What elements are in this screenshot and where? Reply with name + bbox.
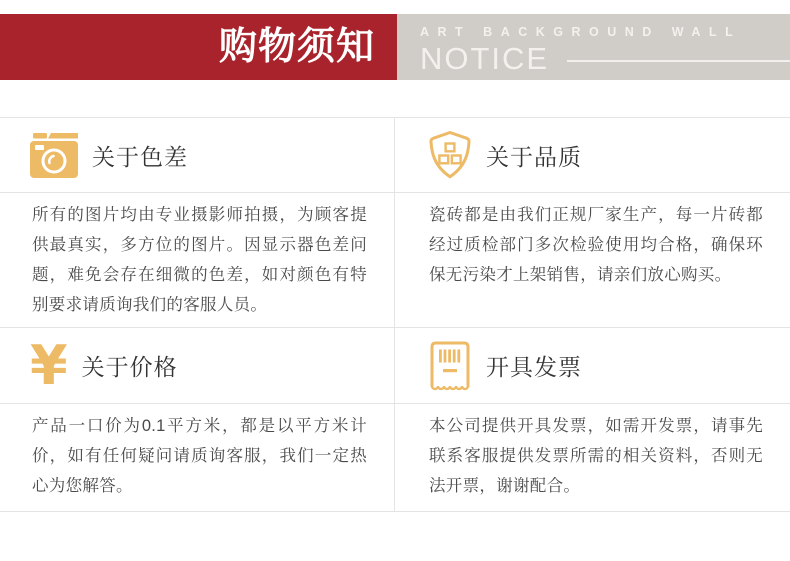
invoice-receipt-icon xyxy=(428,341,472,391)
page-title: 购物须知 xyxy=(218,26,375,68)
section-body-text: 瓷砖都是由我们正规厂家生产，每一片砖都经过质检部门多次检验使用均合格，确保环保无污染才上架销售，请亲们放心购买。 xyxy=(429,206,763,284)
section-body-text: 所有的图片均由专业摄影师拍摄，为顾客提供最真实，多方位的图片。因显示器色差问题，难免会存在细微的色差，如对颜色有特别要求请质询我们的客服人员。 xyxy=(32,206,367,314)
section-title: 关于色差 xyxy=(92,143,188,170)
section-invoice-title-row xyxy=(395,328,790,404)
header-banner xyxy=(0,14,790,80)
section-color-title-row xyxy=(0,118,395,193)
section-price-title-row xyxy=(0,328,395,404)
section-title: 开具发票 xyxy=(486,354,582,380)
section-title: 关于价格 xyxy=(81,354,178,380)
section-title: 关于品质 xyxy=(486,143,582,170)
section-body-text: 产品一口价为0.1平方米，都是以平方米计价，如有任何疑问请质询客服，我们一定热心为您解答。 xyxy=(32,417,367,495)
decorative-line xyxy=(567,60,790,62)
banner-title-block xyxy=(0,14,397,80)
section-price-body xyxy=(0,404,395,512)
quality-shield-icon xyxy=(428,130,472,180)
banner-notice-label: NOTICE xyxy=(420,41,550,76)
notice-grid xyxy=(0,117,790,512)
yuan-glyph: ¥ xyxy=(30,333,68,397)
section-quality-body xyxy=(395,193,790,328)
banner-subtitle-block xyxy=(397,14,790,80)
section-invoice-body xyxy=(395,404,790,512)
section-color-body xyxy=(0,193,395,328)
camera-icon xyxy=(30,133,78,178)
yuan-price-icon xyxy=(30,333,68,397)
section-quality-title-row xyxy=(395,118,790,193)
banner-notice-row xyxy=(420,42,790,76)
section-body-text: 本公司提供开具发票，如需开发票，请事先联系客服提供发票所需的相关资料，否则无法开票，谢谢配合。 xyxy=(429,417,763,495)
banner-subtitle: ART BACKGROUND WALL xyxy=(420,25,742,39)
